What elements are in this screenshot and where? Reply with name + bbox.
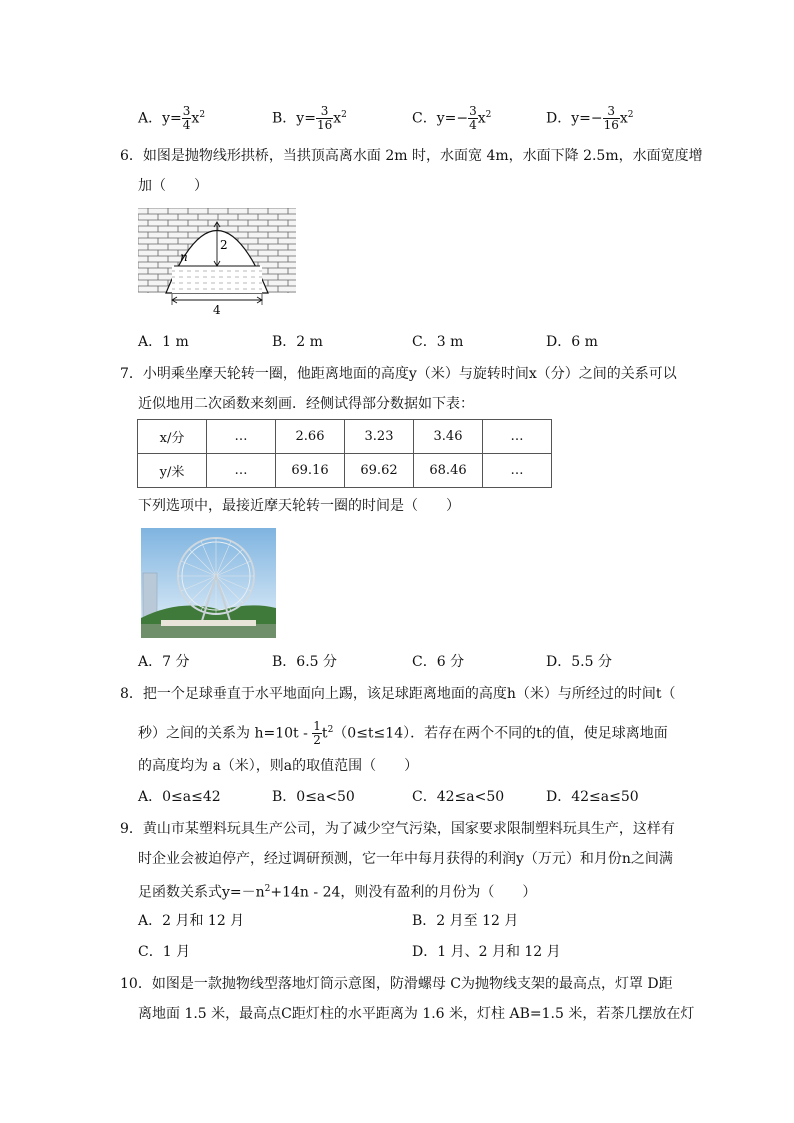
table-cell: 69.16 bbox=[276, 454, 345, 488]
q6-option-a[interactable]: A．1 m bbox=[138, 334, 189, 350]
q9-option-c[interactable]: C．1 月 bbox=[138, 944, 191, 960]
q7-option-a[interactable]: A．7 分 bbox=[138, 654, 190, 670]
q5-option-d[interactable]: D．y=− $\frac{3}{16}$ $x^2$ bbox=[546, 104, 634, 133]
q6-option-b[interactable]: B．2 m bbox=[272, 334, 323, 350]
n-label: n bbox=[180, 250, 188, 264]
table-row bbox=[138, 454, 552, 488]
q8-stem-line2: 秒）之间的关系为 h=10t - $\frac{1}{2}$ $t^2(0\le t\le 14)$．若存在两个不同的t的值，使足球离地面 bbox=[138, 719, 668, 748]
table-cell: 3.23 bbox=[345, 420, 414, 454]
q7-option-c[interactable]: C．6 分 bbox=[412, 654, 465, 670]
q9-option-b[interactable]: B．2 月至 12 月 bbox=[412, 913, 519, 929]
q8-option-a[interactable]: A．0≤a≤42 bbox=[138, 789, 221, 805]
height-label: 2 bbox=[220, 238, 228, 252]
width-label: 4 bbox=[213, 303, 221, 317]
q6-option-c[interactable]: C．3 m bbox=[412, 334, 464, 350]
q8-stem-line1: 8．把一个足球垂直于水平地面向上踢，该足球距离地面的高度h（米）与所经过的时间t（ bbox=[120, 686, 676, 702]
q9-stem-line3: 足函数关系式$y=-n^2+14n - 24$，则没有盈利的月份为（ ） bbox=[138, 884, 537, 901]
fraction: $\frac{3}{4}$ bbox=[182, 104, 191, 133]
q10-stem-line1: 10．如图是一款抛物线型落地灯筒示意图，防滑螺母 C为抛物线支架的最高点，灯罩 D距 bbox=[120, 976, 673, 992]
fraction: $\frac{3}{16}$ bbox=[316, 104, 333, 133]
q9-stem-line1: 9．黄山市某塑料玩具生产公司，为了减少空气污染，国家要求限制塑料玩具生产，这样有 bbox=[120, 821, 675, 837]
q10-stem-line2: 离地面 1.5 米，最高点C距灯柱的水平距离为 1.6 米，灯柱 AB=1.5 米，若茶几摆放在灯 bbox=[138, 1006, 695, 1022]
q5-option-b[interactable]: B．y= $\frac{3}{16}$ $x^2$ bbox=[272, 104, 347, 133]
q6-option-d[interactable]: D．6 m bbox=[546, 334, 598, 350]
ferris-wheel-photo bbox=[141, 528, 276, 638]
q7-option-d[interactable]: D．5.5 分 bbox=[546, 654, 612, 670]
q8-option-b[interactable]: B．0≤a<50 bbox=[272, 789, 355, 805]
water-area bbox=[172, 266, 262, 293]
q6-stem-line1: 6．如图是抛物线形拱桥，当拱顶高离水面 2m 时，水面宽 4m，水面下降 2.5m，水面宽度增 bbox=[120, 148, 703, 164]
table-cell: 69.62 bbox=[345, 454, 414, 488]
table-cell: … bbox=[483, 454, 552, 488]
q8-stem-line3: 的高度均为 a（米），则a的取值范围（ ） bbox=[138, 758, 419, 774]
q8-option-c[interactable]: C．42≤a<50 bbox=[412, 789, 505, 805]
q8-option-d[interactable]: D．42≤a≤50 bbox=[546, 789, 639, 805]
table-cell: x/分 bbox=[138, 420, 207, 454]
arch-bridge-figure bbox=[138, 208, 296, 318]
table-cell: 3.46 bbox=[414, 420, 483, 454]
q7-stem-line2: 近似地用二次函数来刻画．经侧试得部分数据如下表： bbox=[138, 396, 474, 412]
table-cell: … bbox=[207, 420, 276, 454]
q7-option-b[interactable]: B．6.5 分 bbox=[272, 654, 338, 670]
q7-stem-line1: 7．小明乘坐摩天轮转一圈，他距离地面的高度y（米）与旋转时间x（分）之间的关系可以 bbox=[120, 366, 677, 382]
q7-stem-line3: 下列选项中，最接近摩天轮转一圈的时间是（ ） bbox=[138, 498, 460, 514]
table-cell: … bbox=[483, 420, 552, 454]
q7-data-table bbox=[137, 419, 552, 488]
q9-stem-line2: 时企业会被迫停产，经过调研预测，它一年中每月获得的利润y（万元）和月份n之间满 bbox=[138, 851, 673, 867]
base-building bbox=[161, 620, 256, 626]
fraction: $\frac{3}{16}$ bbox=[603, 104, 619, 133]
table-cell: 2.66 bbox=[276, 420, 345, 454]
q9-option-a[interactable]: A．2 月和 12 月 bbox=[138, 913, 245, 929]
table-cell: … bbox=[207, 454, 276, 488]
q5-option-a[interactable]: A．y= $\frac{3}{4}$ $x^2$ bbox=[138, 104, 206, 133]
fraction: $\frac{3}{4}$ bbox=[469, 104, 477, 133]
table-cell: y/米 bbox=[138, 454, 207, 488]
q6-stem-line2: 加（ ） bbox=[138, 178, 208, 194]
q5-option-c[interactable]: C．y=− $\frac{3}{4}$ $x^2$ bbox=[412, 104, 492, 133]
table-row bbox=[138, 420, 552, 454]
q9-option-d[interactable]: D．1 月、2 月和 12 月 bbox=[412, 944, 561, 960]
fraction: $\frac{1}{2}$ bbox=[313, 719, 321, 748]
table-cell: 68.46 bbox=[414, 454, 483, 488]
